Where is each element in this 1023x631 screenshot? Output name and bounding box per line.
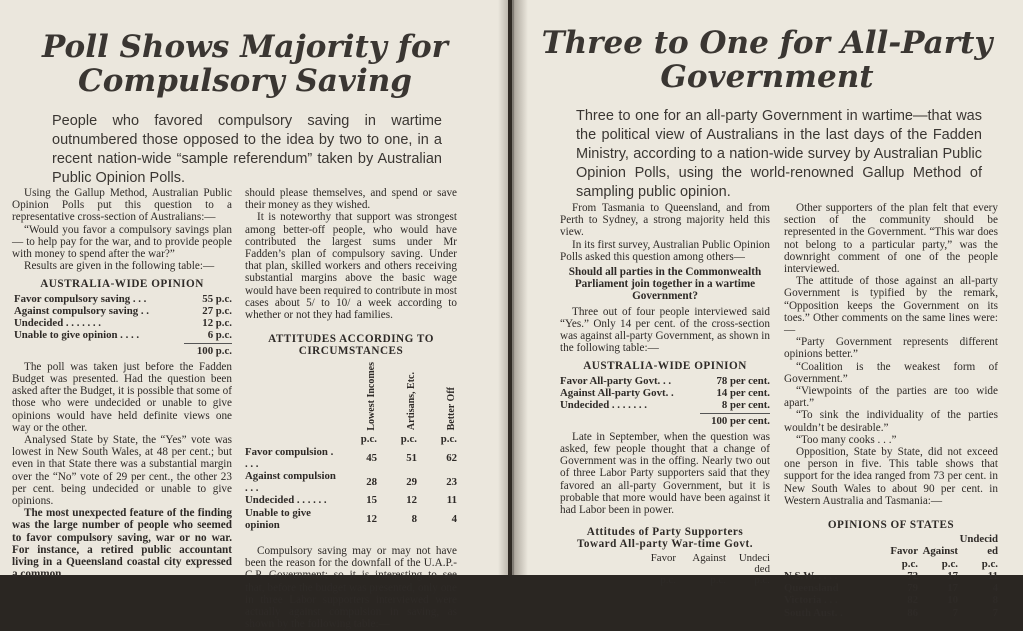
table-row: Against All-party Govt. . 14 per cent. (560, 386, 770, 399)
table-row: Favor compulsion . . . . 45 51 62 (245, 445, 457, 470)
left-deck: People who favored compulsory saving in wartime outnumbered those opposed to the idea by two to one, in a recent nation-wide “sample referendum” taken by Australian Public Opinion Polls. (52, 113, 442, 186)
opinion-table (560, 375, 770, 427)
left-page (0, 0, 508, 631)
paragraph: Analysed State by State, the “Yes” vote was lowest in New South Wales, at 48 per cent.; but even in that State there was a substantial margin over the “No” vote of 29 per cent., the other 23 per cent. being undecided or unable to give opinions. (12, 434, 232, 508)
paragraph: It is noteworthy that support was strongest among better-off people, who would have contributed the largest sums under Mr Fadden’s plan of compulsory saving. Under that plan, skilled workers and others receiving substantial margins above the basic wage would have been required to contribute in most cases about 5/ to 10/ a week according to whether or not they had families. (245, 211, 457, 322)
table-row: Against compulsion . . . 28 29 23 (245, 470, 457, 495)
table-title: Attitudes of Party Supporters Toward All-party War-time Govt. (576, 526, 754, 551)
unit: p.c. (440, 433, 457, 446)
paragraph: The most unexpected feature of the finding was the large number of people who seemed to favor compulsory saving, war or no war. For instance, a retired public accountant living in a Queensland coastal city expressed a common (12, 507, 232, 581)
quote: “Party Government represents different opinions better.” (784, 336, 998, 361)
paragraph: Late in September, when the question was asked, few people thought that a change of Government was in the offing. Nearly two out of three Labor Party supporters said that they favored an all-party Government, but it is probable that more would have been against it had Labor been in power. (560, 430, 770, 517)
table-row: Undecided . . . . . . . 12 p.c. (14, 316, 232, 329)
left-column-2 (245, 187, 457, 631)
right-headline-line2: Government (660, 59, 874, 96)
table-row: Against compulsory saving . . 27 p.c. (14, 304, 232, 317)
table-units-row (245, 433, 457, 445)
right-column-1 (560, 202, 770, 586)
table-title: AUSTRALIA-WIDE OPINION (583, 360, 747, 373)
left-headline-line2: Compulsory Saving (78, 63, 412, 100)
column-header: Better Off (446, 386, 457, 431)
column-header: Lowest Incomes (366, 361, 377, 431)
table-title: ATTITUDES ACCORDING TO CIRCUMSTANCES (268, 333, 434, 358)
paragraph: From Tasmania to Queensland, and from Perth to Sydney, a strong majority held this view. (560, 202, 770, 239)
right-headline (532, 26, 1002, 94)
paragraph: Using the Gallup Method, Australian Public Opinion Polls put this question to a representative cross-section of Australians:— (12, 187, 232, 224)
paragraph: In its first survey, Australian Public Opinion Polls asked this question among others— (560, 238, 770, 263)
column-header: Against (922, 545, 958, 558)
paragraph: Results are given in the following table:— (24, 260, 215, 273)
column-header: Undecided (959, 533, 998, 558)
paragraph: Other supporters of the plan felt that every section of the community should be represented in the Government. “This war does not belong to a particular party,” was the downright comment of one of the people interviewed. (784, 202, 998, 276)
table-row: Favor All-party Govt. . . 78 per cent. (560, 374, 770, 387)
left-headline (10, 30, 480, 98)
left-column-1 (12, 187, 232, 580)
column-header: Artisans, Etc. (406, 372, 417, 431)
quote: “Too many cooks . . .” (796, 433, 897, 446)
party-table-units: p.c. p.c. p.c. (660, 573, 770, 586)
column-header: Favor (650, 551, 676, 564)
right-deck: Three to one for an all-party Government in wartime—that was the political view of Australians in the last days of the Fadden Ministry, according to a nation-wide survey by Australian Public Opinion Polls, using the world-renowned Gallup Method of sampling public opinion. (576, 108, 982, 200)
table-title: OPINIONS OF STATES (827, 519, 955, 532)
paragraph: “Would you favor a compulsory savings plan — to help pay for the war, and to provide people with money to spend after the war?” (12, 223, 232, 261)
column-header: Against (692, 551, 726, 564)
paragraph: should please themselves, and spend or save their money as they wished. (245, 187, 457, 212)
table-title: AUSTRALIA-WIDE OPINION (40, 278, 204, 291)
table-total: 100 per cent. (700, 413, 770, 427)
paragraph: Compulsory saving may or may not have been the reason for the downfall of the U.A.P.-C.P. Government; so it is interesting to see that, before the budget was presented, only one in three Labor supporters interviewed were actually against compulsion in saving, as shown by the following table:— (245, 545, 457, 631)
opinion-table (12, 293, 232, 357)
party-table-header (560, 553, 770, 575)
table-header-row (245, 362, 457, 434)
table-row: Undecided . . . . . . 15 12 11 (245, 494, 457, 507)
right-headline-line1: Three to One for All-Party (541, 25, 993, 61)
paragraph: Opposition, State by State, did not exceed one person in five. This table shows that support for the idea ranged from 73 per cent. in New South Wales to about 90 per cent. in Western Australia and Tasmania:— (784, 446, 998, 507)
quote: “To sink the individuality of the parties wouldn’t be desirable.” (784, 409, 998, 434)
circumstances-table (245, 362, 457, 531)
paragraph: The attitude of those against an all-party Government is typified by the remark, “Opposition keeps the Government on its toes.” Other comments on the same lines were:— (784, 275, 998, 337)
quote: “Coalition is the weakest form of Government.” (784, 360, 998, 385)
states-table (784, 533, 998, 618)
quote: “Viewpoints of the parties are too wide apart.” (784, 385, 998, 410)
table-row: Unable to give opinion . . . . 6 p.c. (14, 328, 232, 341)
table-header-row (784, 533, 998, 557)
column-header: Favor (890, 545, 918, 558)
table-units-row: p.c. p.c. p.c. (901, 557, 998, 570)
column-header: Undecided (738, 551, 770, 575)
paragraph: Three out of four people interviewed said “Yes.” Only 14 per cent. of the cross-section was against all-party Government, as shown in the following table:— (560, 305, 770, 355)
unit: p.c. (400, 433, 417, 446)
table-total: 100 p.c. (184, 343, 232, 357)
table-row: Undecided . . . . . . . 8 per cent. (560, 398, 770, 411)
right-page (512, 0, 1023, 619)
unit: p.c. (360, 433, 377, 446)
table-row: South Aust. . 86 7 7 (784, 606, 998, 619)
table-row: Queensland 79 17 4 (784, 582, 998, 595)
table-row: Favor compulsory saving . . . 55 p.c. (14, 292, 232, 305)
table-row: N.S.W. . . . . 72 17 11 (784, 569, 998, 582)
left-headline-line1: Poll Shows Majority for (42, 29, 448, 65)
paragraph: The poll was taken just before the Fadden Budget was presented. Had the question been asked after the Budget, it is possible that some of those who were undecided or unable to give opinions would have held definite views one way or the other. (12, 360, 232, 434)
table-row: Unable to give opinion 12 8 4 (245, 506, 457, 531)
right-column-2 (784, 202, 998, 619)
table-row: Victoria . . . 82 10 8 (784, 594, 998, 607)
survey-question: Should all parties in the Commonwealth Parliament join together in a wartime Government? (568, 266, 762, 303)
page-gutter (498, 0, 528, 575)
